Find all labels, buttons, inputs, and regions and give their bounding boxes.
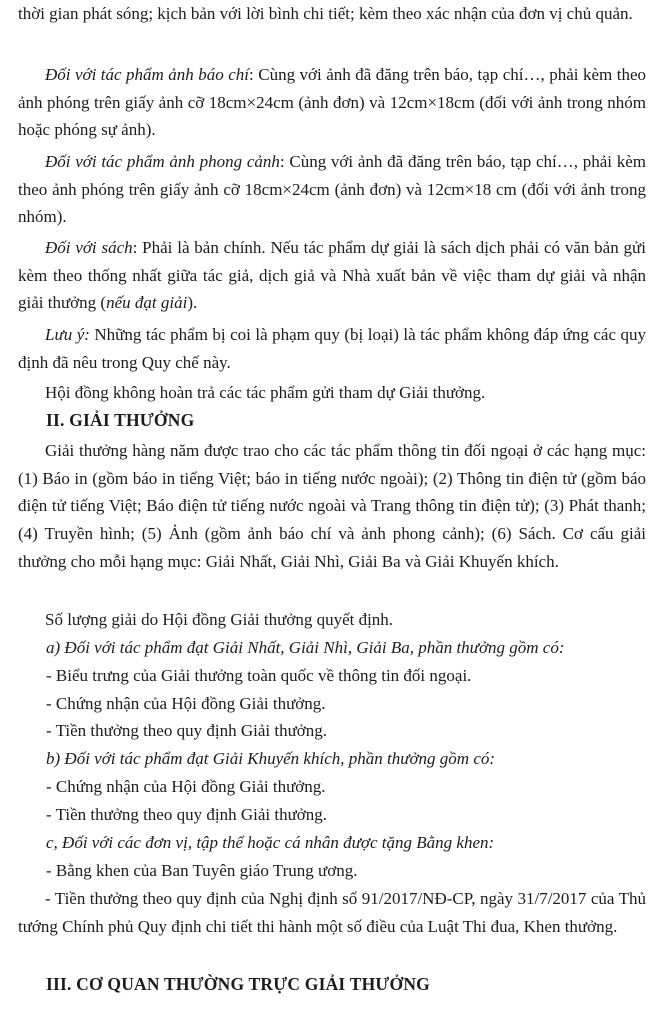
paragraph-landscape-photo: Đối với tác phẩm ảnh phong cảnh: Cùng với ảnh đã đăng trên báo, tạp chí…, phải kèm theo ảnh phóng trên giấy ảnh cỡ 18cm×24cm (ảnh đơn) và 12cm×18 cm (đối với ảnh trong nhóm). <box>18 152 647 227</box>
press-photo-label: Đối với tác phẩm ảnh báo chí <box>45 65 250 84</box>
section-heading-awards: II. GIẢI THƯỞNG <box>46 410 195 430</box>
paragraph-broadcast-requirements: thời gian phát sóng; kịch bản với lời bình chi tiết; kèm theo xác nhận của đơn vị chủ quản. <box>18 4 633 23</box>
books-label: Đối với sách <box>45 238 133 257</box>
subheading-b-encouragement: b) Đối với tác phẩm đạt Giải Khuyến khích, phần thưởng gồm có: <box>46 749 496 768</box>
paragraph-press-photo: Đối với tác phẩm ảnh báo chí: Cùng với ảnh đã đăng trên báo, tạp chí…, phải kèm theo ảnh phóng trên giấy ảnh cỡ 18cm×24cm (ảnh đơn) và 12cm×18cm (đối với ảnh trong nhóm hoặc phóng sự ảnh). <box>18 65 646 140</box>
landscape-photo-label: Đối với tác phẩm ảnh phong cảnh <box>45 152 280 171</box>
subheading-c-certificate: c, Đối với các đơn vị, tập thể hoặc cá nhân được tặng Bằng khen: <box>46 833 495 852</box>
subheading-a-top-prizes: a) Đối với tác phẩm đạt Giải Nhất, Giải Nhì, Giải Ba, phần thưởng gồm có: <box>46 638 565 657</box>
paragraph-no-return: Hội đồng không hoàn trả các tác phẩm gửi tham dự Giải thưởng. <box>45 383 486 402</box>
paragraph-award-count: Số lượng giải do Hội đồng Giải thưởng quyết định. <box>45 610 394 629</box>
section-heading-standing-agency: III. CƠ QUAN THƯỜNG TRỰC GIẢI THƯỞNG <box>46 974 430 994</box>
paragraph-books: Đối với sách: Phải là bản chính. Nếu tác phẩm dự giải là sách dịch phải có văn bản gửi kèm theo thống nhất giữa tác giả, dịch giả và Nhà xuất bản về việc tham dự giải và nhận giải thưởng (nếu đạt giải). <box>18 238 646 313</box>
list-item: - Bằng khen của Ban Tuyên giáo Trung ương. <box>46 861 358 880</box>
list-item: - Chứng nhận của Hội đồng Giải thưởng. <box>46 694 326 713</box>
paragraph-decree-reward: - Tiền thưởng theo quy định của Nghị định số 91/2017/NĐ-CP, ngày 31/7/2017 của Thủ tướng Chính phủ Quy định chi tiết thi hành một số điều của Luật Thi đua, Khen thưởng. <box>18 889 646 936</box>
list-item: - Chứng nhận của Hội đồng Giải thưởng. <box>46 777 326 796</box>
paragraph-award-categories: Giải thưởng hàng năm được trao cho các tác phẩm thông tin đối ngoại ở các hạng mục: (1) Báo in (gồm báo in tiếng Việt; báo in tiếng nước ngoài); (2) Thông tin điện tử (gồm báo điện tử tiếng Việt; Báo điện tử tiếng nước ngoài và Trang thông tin điện tử); (3) Phát thanh; (4) Truyền hình; (5) Ảnh (gồm ảnh báo chí và ảnh phong cảnh); (6) Sách. Cơ cấu giải thưởng cho mỗi hạng mục: Giải Nhất, Giải Nhì, Giải Ba và Giải Khuyến khích. <box>18 441 646 571</box>
paragraph-note: Lưu ý: Những tác phẩm bị coi là phạm quy (bị loại) là tác phẩm không đáp ứng các quy định đã nêu trong Quy chế này. <box>18 325 646 372</box>
list-item: - Tiền thưởng theo quy định Giải thưởng. <box>46 805 328 824</box>
list-item: - Tiền thưởng theo quy định Giải thưởng. <box>46 721 328 740</box>
note-label: Lưu ý: <box>45 325 90 344</box>
list-item: - Biểu trưng của Giải thưởng toàn quốc về thông tin đối ngoại. <box>46 666 472 685</box>
